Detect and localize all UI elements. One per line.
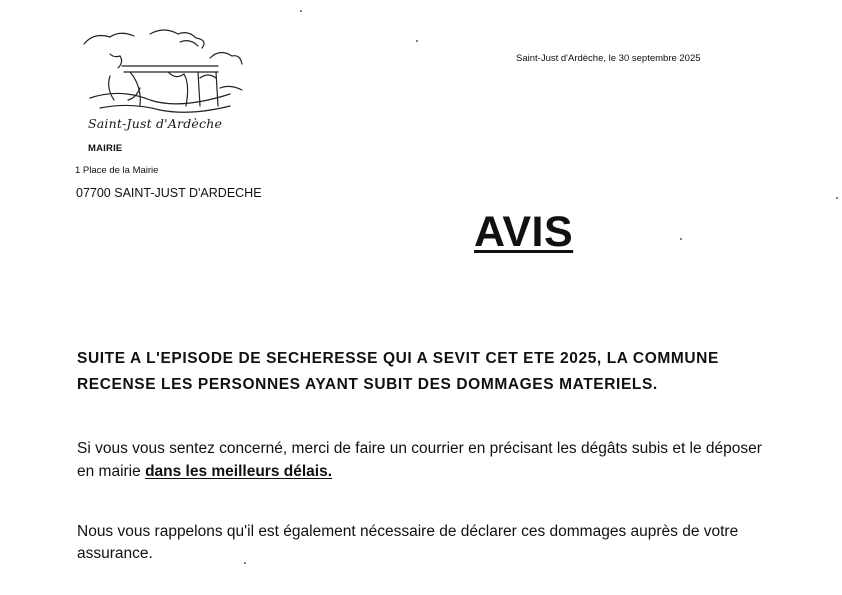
address-line-2: 07700 SAINT-JUST D'ARDECHE — [76, 186, 262, 200]
notice-title: AVIS — [474, 208, 574, 256]
scan-speck — [300, 10, 302, 12]
paragraph-1-text: Si vous vous sentez concerné, merci de faire un courrier en précisant les dégâts subis et le déposer en mairie — [77, 440, 762, 480]
address-line-1: 1 Place de la Mairie — [75, 165, 159, 176]
date-line: Saint-Just d'Ardèche, le 30 septembre 2025 — [516, 53, 701, 64]
scan-speck — [244, 562, 246, 564]
notice-headline: SUITE A L'EPISODE DE SECHERESSE QUI A SEVIT CET ETE 2025, LA COMMUNE RECENSE LES PERSONNES AYANT SUBIT DES DOMMAGES MATERIELS. — [77, 350, 719, 393]
scan-speck — [680, 238, 682, 240]
logo-caption: Saint-Just d'Ardèche — [88, 116, 223, 131]
commune-logo — [80, 28, 250, 140]
notice-paragraph-2: Nous vous rappelons qu'il est également nécessaire de déclarer ces dommages auprès de votre assurance. — [77, 523, 739, 562]
scan-speck — [836, 197, 838, 199]
notice-paragraph-1 — [77, 437, 777, 483]
paragraph-1-emphasis: dans les meilleurs délais. — [145, 463, 333, 480]
organization-name: MAIRIE — [88, 143, 123, 154]
bridge-landscape-icon — [80, 28, 250, 118]
scan-speck — [416, 40, 418, 42]
